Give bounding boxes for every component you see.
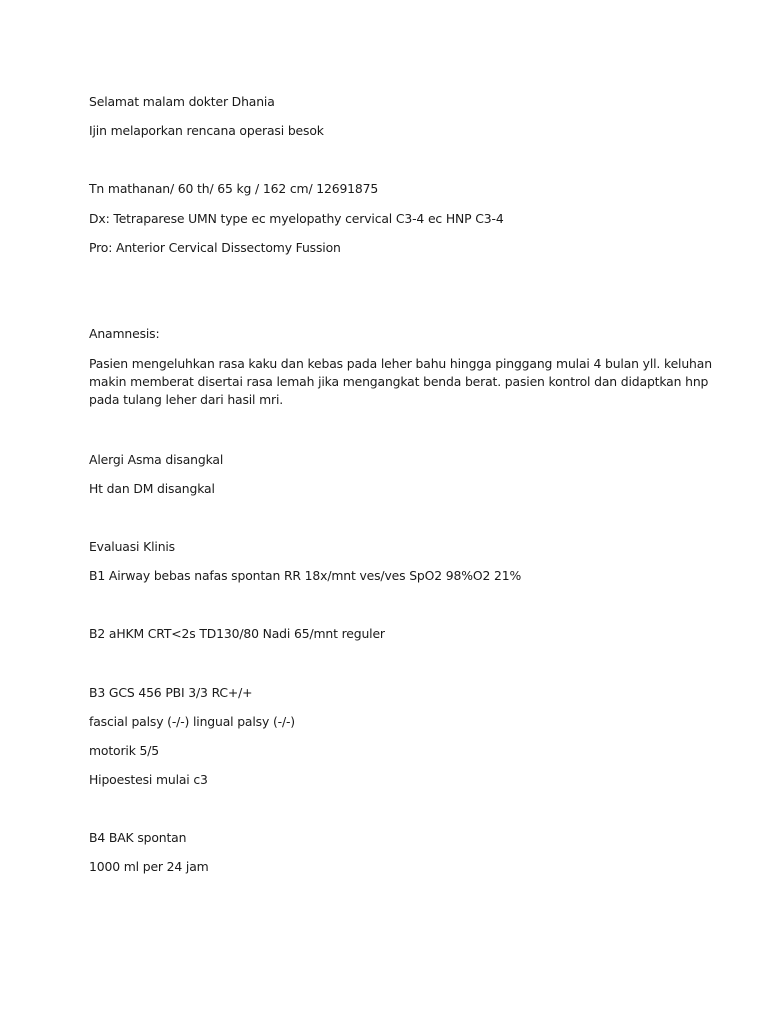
ht-dm-line: Ht dan DM disangkal bbox=[89, 481, 215, 496]
b3-line: B3 GCS 456 PBI 3/3 RC+/+ bbox=[89, 685, 253, 700]
intro-line: Ijin melaporkan rencana operasi besok bbox=[89, 123, 324, 138]
allergy-line: Alergi Asma disangkal bbox=[89, 452, 224, 467]
anamnesis-line: pada tulang leher dari hasil mri. bbox=[89, 392, 284, 407]
procedure-line: Pro: Anterior Cervical Dissectomy Fussion bbox=[89, 240, 341, 255]
b2-line: B2 aHKM CRT<2s TD130/80 Nadi 65/mnt reguler bbox=[89, 626, 385, 641]
b3-sensory-line: Hipoestesi mulai c3 bbox=[89, 772, 208, 787]
anamnesis-line: Pasien mengeluhkan rasa kaku dan kebas pada leher bahu hingga pinggang mulai 4 bulan yll. keluhan bbox=[89, 356, 712, 371]
patient-identity-line: Tn mathanan/ 60 th/ 65 kg / 162 cm/ 12691875 bbox=[89, 181, 379, 196]
clinical-evaluation-heading: Evaluasi Klinis bbox=[89, 539, 175, 554]
b3-motor-line: motorik 5/5 bbox=[89, 743, 160, 758]
b1-line: B1 Airway bebas nafas spontan RR 18x/mnt ves/ves SpO2 98%O2 21% bbox=[89, 568, 522, 583]
b4-output-line: 1000 ml per 24 jam bbox=[89, 859, 209, 874]
anamnesis-line: makin memberat disertai rasa lemah jika mengangkat benda berat. pasien kontrol dan didaptkan hnp bbox=[89, 374, 709, 389]
greeting-line: Selamat malam dokter Dhania bbox=[89, 94, 275, 109]
b4-line: B4 BAK spontan bbox=[89, 830, 187, 845]
anamnesis-paragraph bbox=[89, 355, 712, 409]
b3-palsy-line: fascial palsy (-/-) lingual palsy (-/-) bbox=[89, 714, 295, 729]
diagnosis-line: Dx: Tetraparese UMN type ec myelopathy cervical C3-4 ec HNP C3-4 bbox=[89, 211, 504, 226]
anamnesis-heading: Anamnesis: bbox=[89, 326, 160, 341]
